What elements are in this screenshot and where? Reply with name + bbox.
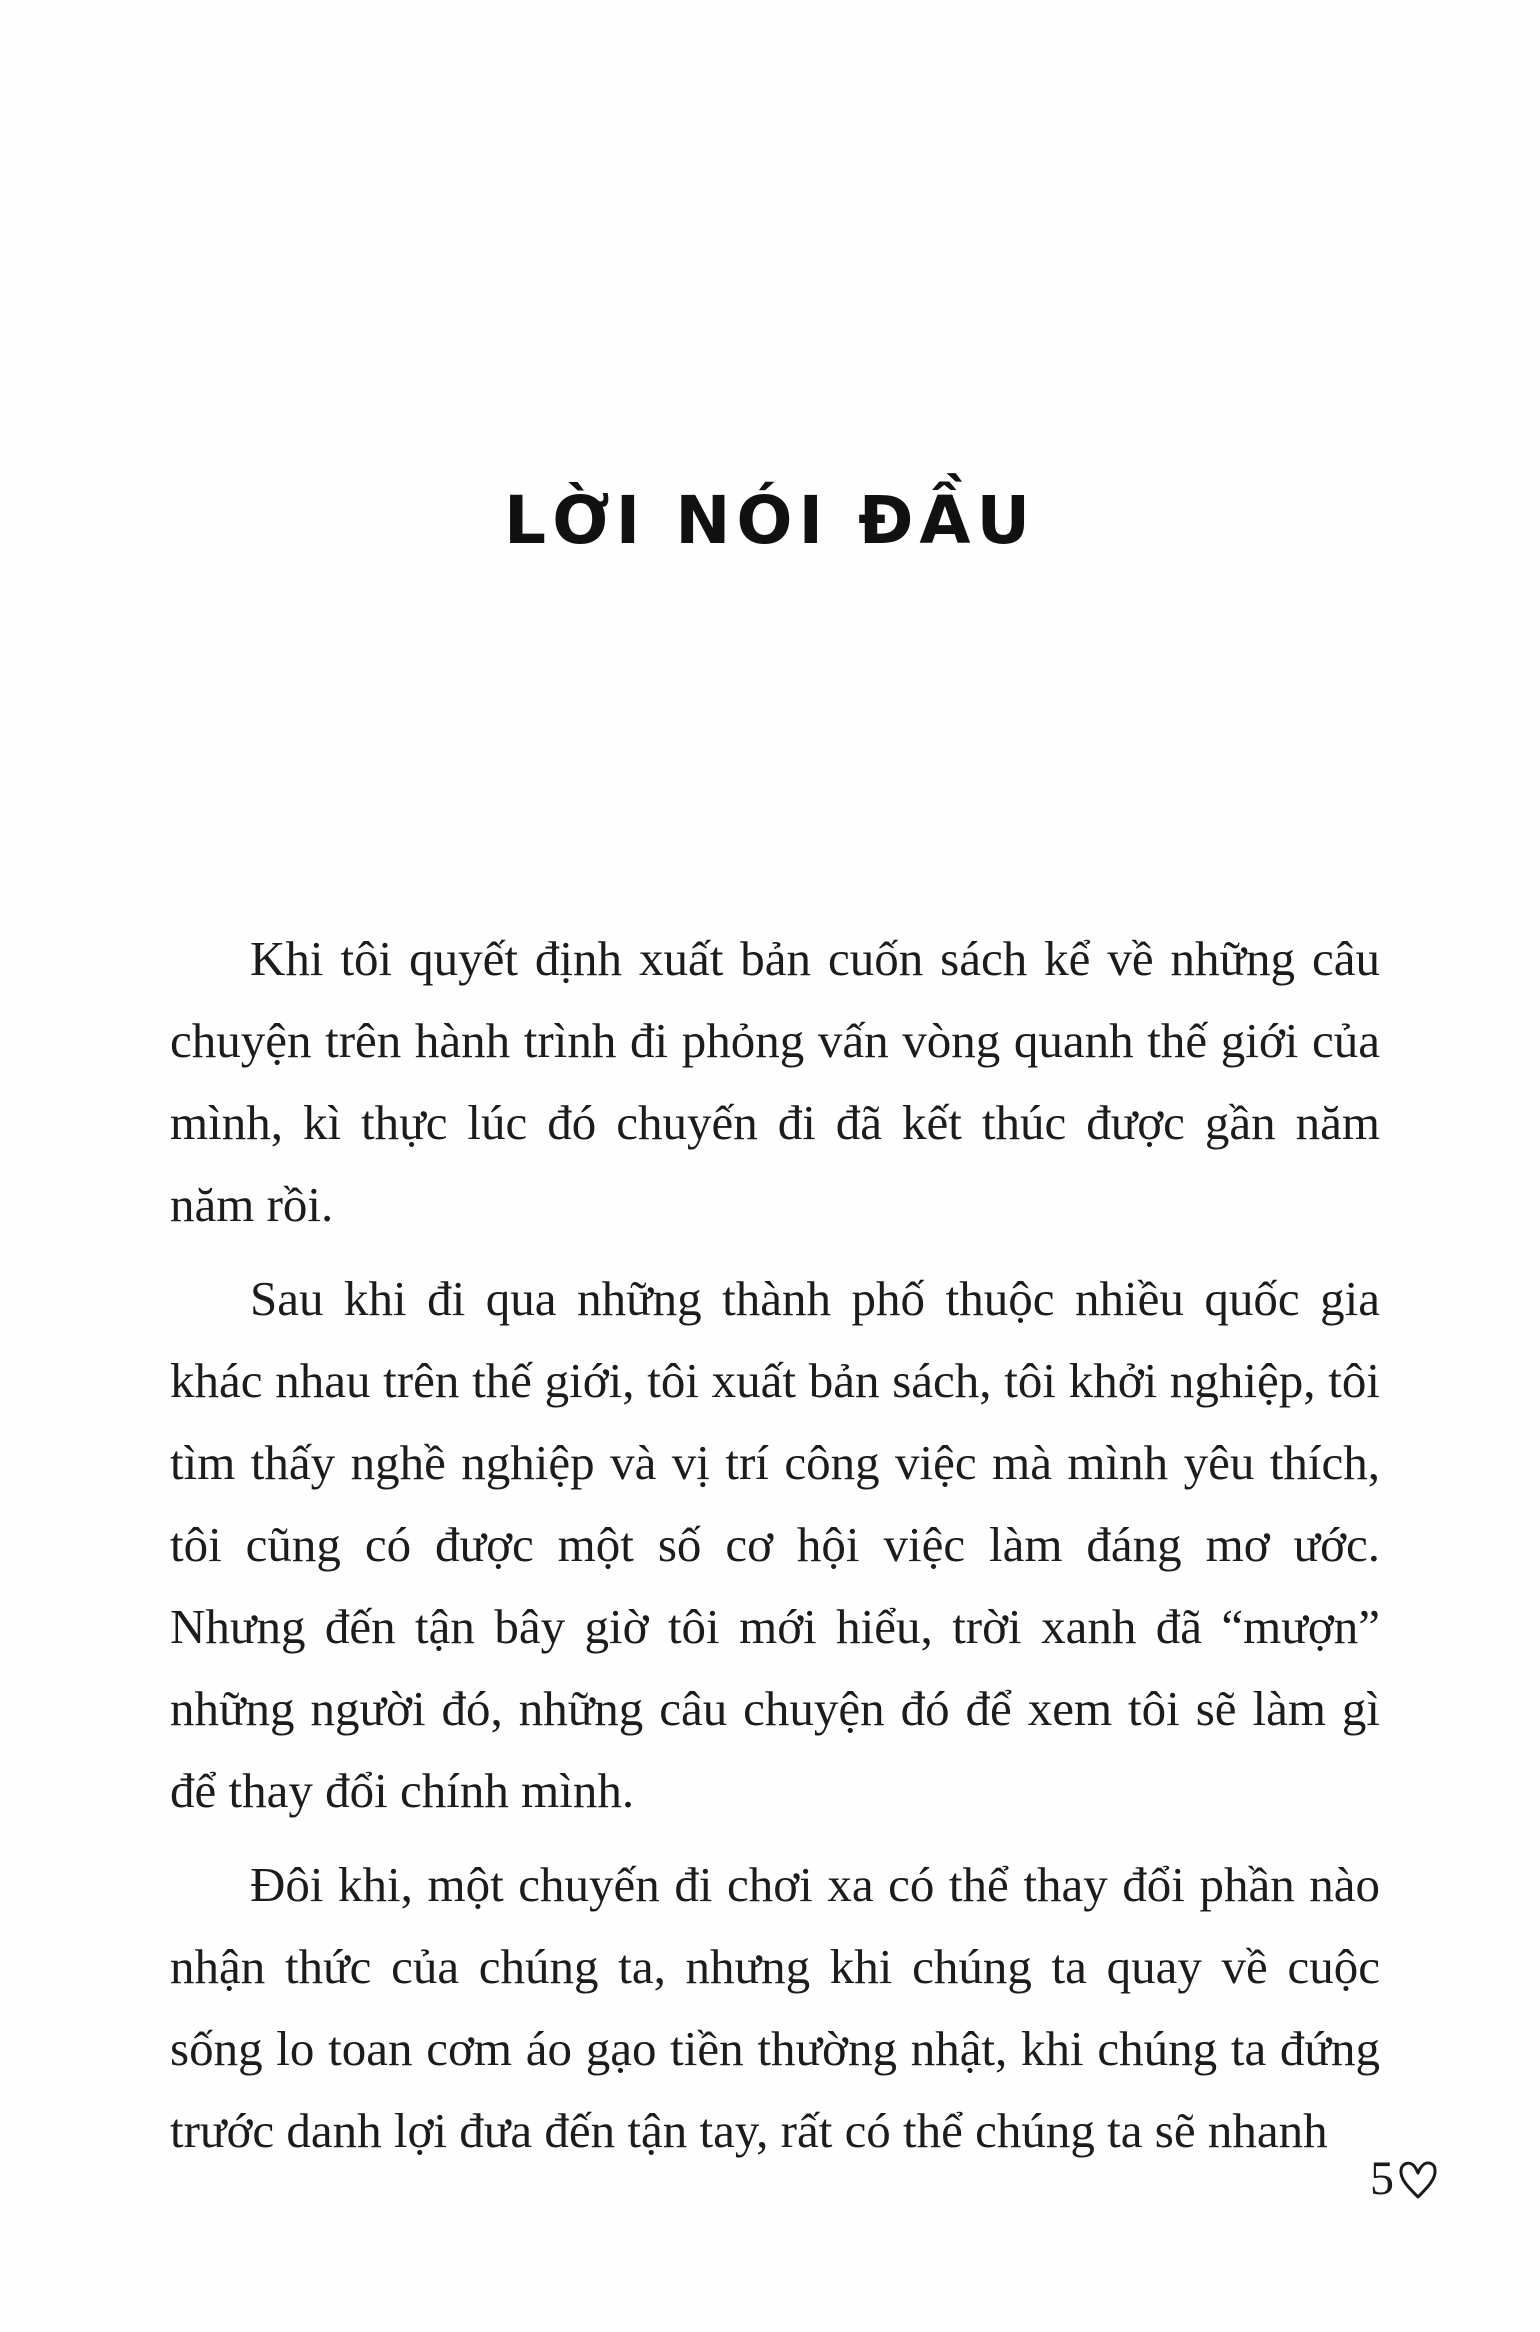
- paragraph-1: Khi tôi quyết định xuất bản cuốn sách kể về những câu chuyện trên hành trình đi phỏng vấn vòng quanh thế giới của mình, kì thực lúc đó chuyến đi đã kết thúc được gần năm năm rồi.: [170, 931, 1380, 1232]
- chapter-title: LỜI NÓI ĐẦU: [503, 482, 1037, 559]
- page-number: 5: [1370, 2152, 1394, 2205]
- paragraph-3: Đôi khi, một chuyến đi chơi xa có thể thay đổi phần nào nhận thức của chúng ta, nhưng khi chúng ta quay về cuộc sống lo toan cơm áo gạo tiền thường nhật, khi chúng ta đứng trước danh lợi đưa đến tận tay, rất có thể chúng ta sẽ nhanh: [170, 1857, 1380, 2158]
- paragraph-2: Sau khi đi qua những thành phố thuộc nhiều quốc gia khác nhau trên thế giới, tôi xuất bản sách, tôi khởi nghiệp, tôi tìm thấy nghề nghiệp và vị trí công việc mà mình yêu thích, tôi cũng có được một số cơ hội việc làm đáng mơ ước. Nhưng đến tận bây giờ tôi mới hiểu, trời xanh đã “mượn” những người đó, những câu chuyện đó để xem tôi sẽ làm gì để thay đổi chính mình.: [170, 1271, 1380, 1818]
- page-footer: [1370, 2152, 1440, 2205]
- body-text: [170, 918, 1380, 2184]
- heart-outline-icon: [1396, 2157, 1440, 2201]
